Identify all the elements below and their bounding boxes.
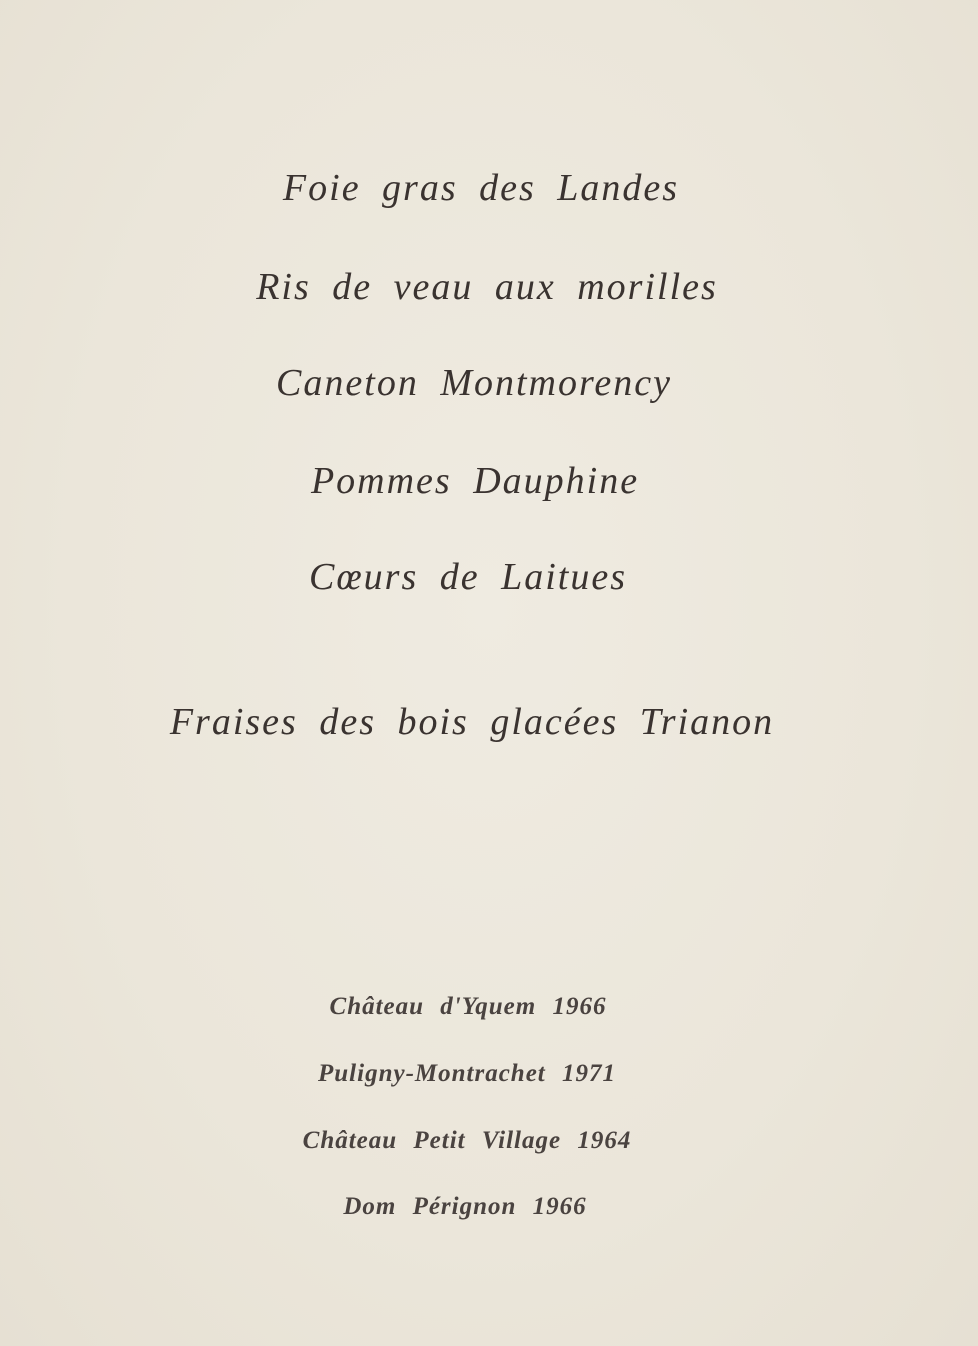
- wine-puligny-montrachet: Puligny-Montrachet 1971: [318, 1060, 616, 1087]
- menu-course-pommes-dauphine: Pommes Dauphine: [310, 460, 640, 502]
- menu-course-foie-gras: Foie gras des Landes: [282, 167, 680, 209]
- wine-chateau-petit-village: Château Petit Village 1964: [302, 1127, 632, 1154]
- wine-chateau-yquem: Château d'Yquem 1966: [329, 993, 607, 1020]
- menu-course-caneton: Caneton Montmorency: [276, 362, 672, 404]
- menu-course-coeurs-de-laitues: Cœurs de Laitues: [308, 556, 628, 598]
- wine-dom-perignon: Dom Pérignon 1966: [343, 1193, 587, 1220]
- menu-dessert-fraises: Fraises des bois glacées Trianon: [169, 701, 775, 743]
- menu-course-ris-de-veau: Ris de veau aux morilles: [256, 266, 718, 308]
